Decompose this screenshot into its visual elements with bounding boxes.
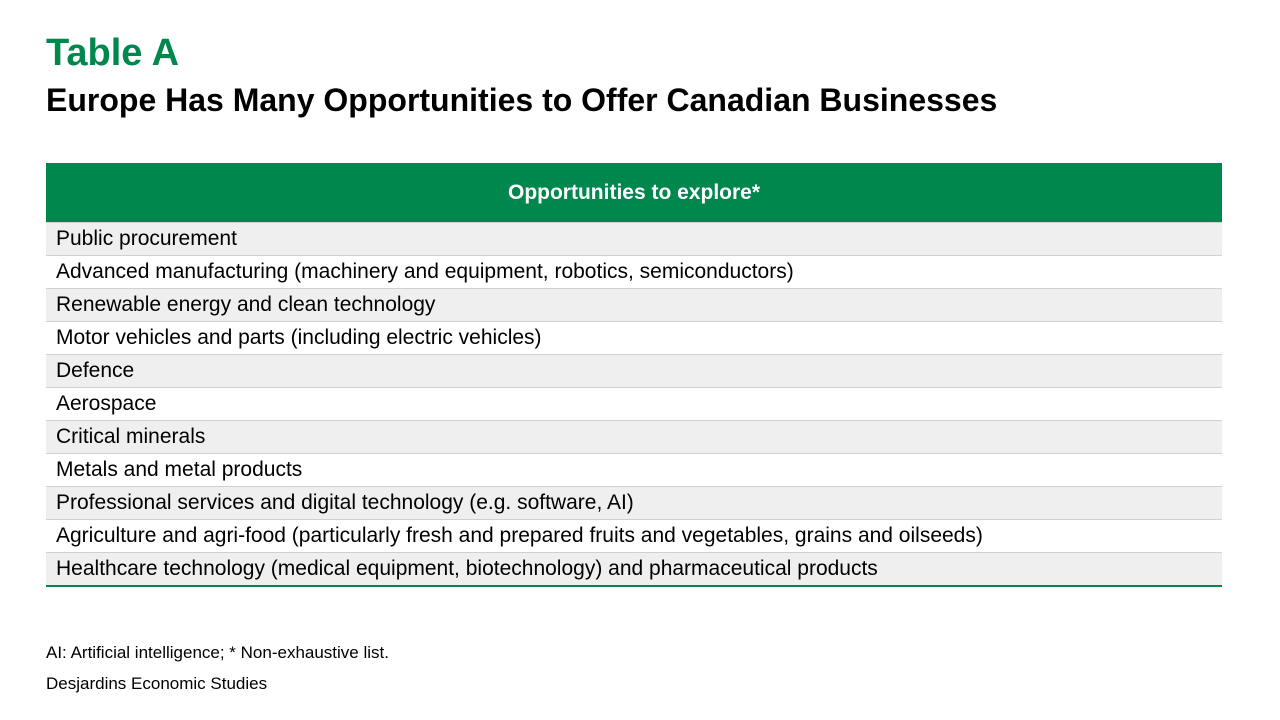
table-label: Table A — [46, 32, 180, 74]
table-row: Agriculture and agri-food (particularly fresh and prepared fruits and vegetables, grains and oilseeds) — [46, 519, 1222, 552]
table-row: Defence — [46, 354, 1222, 387]
table-row: Healthcare technology (medical equipment, biotechnology) and pharmaceutical products — [46, 552, 1222, 585]
opportunities-table — [46, 163, 1222, 587]
table-row: Advanced manufacturing (machinery and equipment, robotics, semiconductors) — [46, 255, 1222, 288]
table-row: Aerospace — [46, 387, 1222, 420]
table-row: Renewable energy and clean technology — [46, 288, 1222, 321]
table-row: Metals and metal products — [46, 453, 1222, 486]
page-title: Europe Has Many Opportunities to Offer Canadian Businesses — [46, 82, 998, 118]
table-row: Professional services and digital technology (e.g. software, AI) — [46, 486, 1222, 519]
table-row: Public procurement — [46, 222, 1222, 255]
table-row: Critical minerals — [46, 420, 1222, 453]
source-note: Desjardins Economic Studies — [46, 674, 268, 693]
table-row: Motor vehicles and parts (including electric vehicles) — [46, 321, 1222, 354]
table-column-header: Opportunities to explore* — [46, 163, 1222, 222]
footnote: AI: Artificial intelligence; * Non-exhaustive list. — [46, 643, 389, 662]
